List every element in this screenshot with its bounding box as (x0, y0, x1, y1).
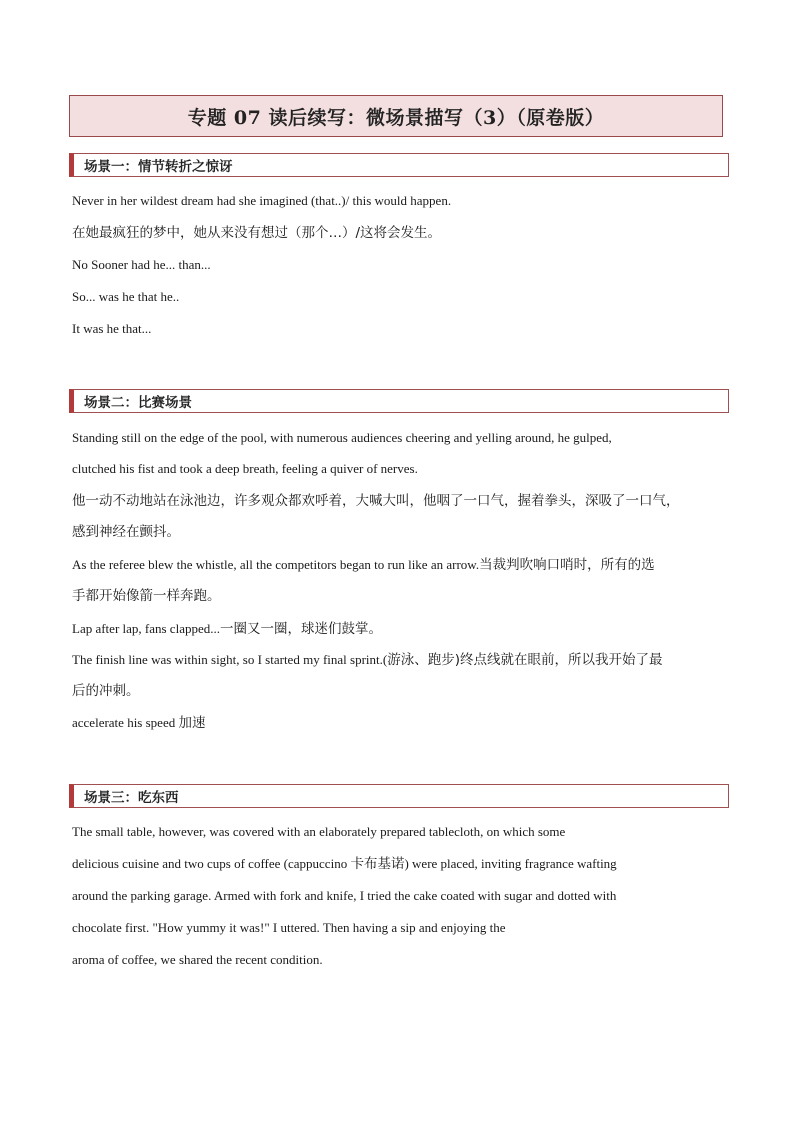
section-title-2: 场景二：比赛场景 (84, 395, 192, 411)
text-en: accelerate his speed (72, 715, 179, 730)
text-line: clutched his fist and took a deep breath, feeling a quiver of nerves. (72, 461, 418, 476)
text-en: As the referee blew the whistle, all the competitors began to run like an arrow. (72, 557, 480, 572)
text-zh: 当裁判吹响口哨时，所有的选 (479, 557, 655, 573)
text-en: The finish line was within sight, so I started my final sprint.( (72, 652, 388, 667)
text-line: 感到神经在颤抖。 (72, 524, 180, 540)
text-line: It was he that... (72, 321, 152, 336)
text-line: Never in her wildest dream had she imagined (that..)/ this would happen. (72, 193, 452, 208)
text-line (72, 652, 663, 668)
text-line (72, 621, 382, 637)
section-title-3: 场景三：吃东西 (84, 790, 179, 806)
text-zh: 游泳、跑步)终点线就在眼前，所以我开始了最 (387, 652, 663, 668)
text-line: Standing still on the edge of the pool, with numerous audiences cheering and yelling around, he gulped, (72, 430, 612, 445)
text-line: 手都开始像箭一样奔跑。 (72, 588, 221, 604)
text-zh: 卡布基诺 (350, 856, 405, 872)
text-line: around the parking garage. Armed with fork and knife, I tried the cake coated with sugar and dotted with (72, 888, 617, 903)
text-line (72, 557, 655, 573)
document-title-box (69, 95, 723, 137)
section-header-2 (69, 389, 729, 413)
text-zh: 一圈又一圈，球迷们鼓掌。 (219, 621, 382, 637)
text-line (72, 715, 205, 731)
text-line: chocolate first. "How yummy it was!" I uttered. Then having a sip and enjoying the (72, 920, 506, 935)
text-line (72, 856, 617, 872)
text-line: 他一动不动地站在泳池边，许多观众都欢呼着，大喊大叫，他咽了一口气，握着拳头，深吸了一口气， (72, 493, 680, 509)
text-line: The small table, however, was covered with an elaborately prepared tablecloth, on which some (72, 824, 566, 839)
text-en: ) were placed, inviting fragrance wafting (404, 856, 617, 871)
document-title: 专题 07 读后续写：微场景描写（3）（原卷版） (187, 106, 605, 129)
text-line: No Sooner had he... than... (72, 257, 211, 272)
section-header-1 (69, 153, 729, 177)
text-en: delicious cuisine and two cups of coffee (cappuccino (72, 856, 351, 871)
text-en: Lap after lap, fans clapped... (72, 621, 220, 636)
text-zh: 加速 (178, 715, 206, 731)
text-line: aroma of coffee, we shared the recent condition. (72, 952, 323, 967)
text-line: 在她最疯狂的梦中，她从来没有想过（那个…）/这将会发生。 (72, 225, 442, 241)
text-line: So... was he that he.. (72, 289, 180, 304)
section-header-3 (69, 784, 729, 808)
text-line: 后的冲刺。 (72, 683, 140, 699)
section-title-1: 场景一：情节转折之惊讶 (84, 159, 233, 175)
